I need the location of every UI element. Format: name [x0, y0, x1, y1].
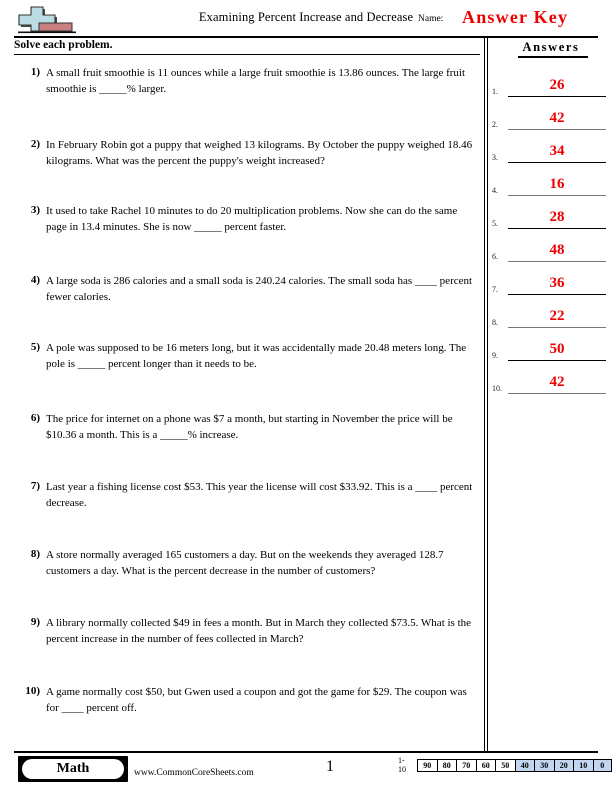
problem-item	[16, 685, 478, 716]
problem-text: In February Robin got a puppy that weighed 13 kilograms. By October the puppy weighed 18.46 kilograms. What was the percent the puppy's weight increased?	[46, 139, 473, 167]
problem-text: A large soda is 286 calories and a small soda is 240.24 calories. The small soda has ____ percent fewer calories.	[46, 275, 473, 303]
answer-value: 34	[549, 143, 565, 159]
answer-line	[508, 195, 606, 196]
answers-column-divider	[484, 38, 489, 751]
problem-text: A pole was supposed to be 16 meters long, but it was accidentally made 20.48 meters long. The pole is _____ percent longer than it needs to be.	[46, 342, 467, 370]
footer-divider	[14, 751, 598, 753]
problem-text: A store normally averaged 165 customers a day. But on the weekends they averaged 128.7 customers a day. What is the percent decrease in the number of customers?	[46, 549, 444, 577]
answer-key-stamp: Answer Key	[462, 7, 569, 27]
instructions-label: Solve each problem.	[14, 39, 113, 51]
grading-scale-boxes	[417, 759, 612, 772]
answer-value: 16	[549, 176, 565, 192]
answer-line	[508, 261, 606, 262]
problem-number: 7)	[30, 480, 40, 492]
answer-row-number: 2.	[492, 120, 498, 129]
answer-value: 26	[549, 77, 565, 93]
problem-text: The price for internet on a phone was $7 a month, but starting in November the price will be $10.36 a month. This is a _____% increase.	[46, 413, 453, 441]
answer-line	[508, 129, 606, 130]
problem-number: 1)	[30, 66, 40, 78]
problem-number: 5)	[30, 341, 40, 353]
subject-badge	[18, 756, 128, 782]
grading-scale-box: 60	[476, 759, 496, 772]
answer-value: 48	[549, 242, 565, 258]
answer-row	[492, 199, 608, 229]
grading-scale-box: 30	[534, 759, 554, 772]
problem-number: 9)	[30, 616, 40, 628]
page-header	[0, 0, 612, 38]
answer-value: 22	[549, 308, 565, 324]
grading-scale-box: 90	[417, 759, 437, 772]
problem-number: 10)	[25, 685, 40, 697]
problem-text: A game normally cost $50, but Gwen used a coupon and got the game for $29. The coupon was for ____ percent off.	[46, 686, 467, 714]
answer-row	[492, 100, 608, 130]
answer-row-number: 7.	[492, 285, 498, 294]
problem-text: It used to take Rachel 10 minutes to do 20 multiplication problems. Now she can do the same page in 13.4 minutes. She is now _____ percent faster.	[46, 205, 458, 233]
page-number: 1	[326, 758, 334, 775]
answer-row-number: 6.	[492, 252, 498, 261]
answer-line	[508, 294, 606, 295]
answer-value: 50	[549, 341, 565, 357]
problem-text: A small fruit smoothie is 11 ounces while a large fruit smoothie is 13.86 ounces. The large fruit smoothie is _____% larger.	[46, 67, 466, 95]
grading-scale-box: 80	[437, 759, 457, 772]
problem-item	[16, 66, 478, 97]
problem-item	[16, 274, 478, 305]
problem-item	[16, 480, 478, 511]
answer-value: 28	[549, 209, 565, 225]
answer-line	[508, 360, 606, 361]
grading-scale	[398, 758, 612, 772]
instructions-divider	[14, 54, 480, 55]
problem-item	[16, 616, 478, 647]
grading-scale-label: 1-10	[398, 756, 406, 774]
answer-row-number: 1.	[492, 87, 498, 96]
problem-number: 6)	[30, 412, 40, 424]
problem-item	[16, 204, 478, 235]
answer-row-number: 3.	[492, 153, 498, 162]
answer-row-number: 4.	[492, 186, 498, 195]
answer-value: 42	[549, 374, 565, 390]
grading-scale-box: 20	[554, 759, 574, 772]
answer-row	[492, 232, 608, 262]
answer-line	[508, 228, 606, 229]
grading-scale-box: 40	[515, 759, 535, 772]
answer-row-number: 8.	[492, 318, 498, 327]
problem-item	[16, 412, 478, 443]
name-label: Name:	[418, 14, 444, 24]
grading-scale-box: 10	[573, 759, 593, 772]
answer-value: 36	[549, 275, 565, 291]
answer-row	[492, 298, 608, 328]
problem-text: A library normally collected $49 in fees a month. But in March they collected $73.5. What is the percent increase in the number of fees collected in March?	[46, 617, 472, 645]
answer-row	[492, 265, 608, 295]
problem-item	[16, 341, 478, 372]
answer-value: 42	[549, 110, 565, 126]
answer-line	[508, 393, 606, 394]
problem-number: 2)	[30, 138, 40, 150]
answer-line	[508, 96, 606, 97]
problem-item	[16, 138, 478, 169]
page-title: Examining Percent Increase and Decrease	[198, 10, 414, 24]
grading-scale-box: 70	[456, 759, 476, 772]
subject-badge-label: Math	[56, 761, 90, 776]
grading-scale-box: 0	[593, 759, 612, 772]
answer-line	[508, 162, 606, 163]
answer-row	[492, 331, 608, 361]
answer-row	[492, 364, 608, 394]
answer-row	[492, 166, 608, 196]
answers-heading-underline	[518, 56, 588, 58]
answer-line	[508, 327, 606, 328]
problem-item	[16, 548, 478, 579]
answer-row-number: 9.	[492, 351, 498, 360]
answer-row-number: 5.	[492, 219, 498, 228]
problem-number: 3)	[30, 204, 40, 216]
answers-heading: Answers	[522, 40, 580, 54]
problem-number: 8)	[30, 548, 40, 560]
header-divider	[14, 36, 598, 38]
problem-text: Last year a fishing license cost $53. This year the license will cost $33.92. This is a ____ percent decrease.	[46, 481, 473, 509]
problem-number: 4)	[30, 274, 40, 286]
answer-row-number: 10.	[492, 384, 502, 393]
answer-row	[492, 67, 608, 97]
answer-row	[492, 133, 608, 163]
site-url: www.CommonCoreSheets.com	[134, 768, 254, 778]
grading-scale-box: 50	[495, 759, 515, 772]
